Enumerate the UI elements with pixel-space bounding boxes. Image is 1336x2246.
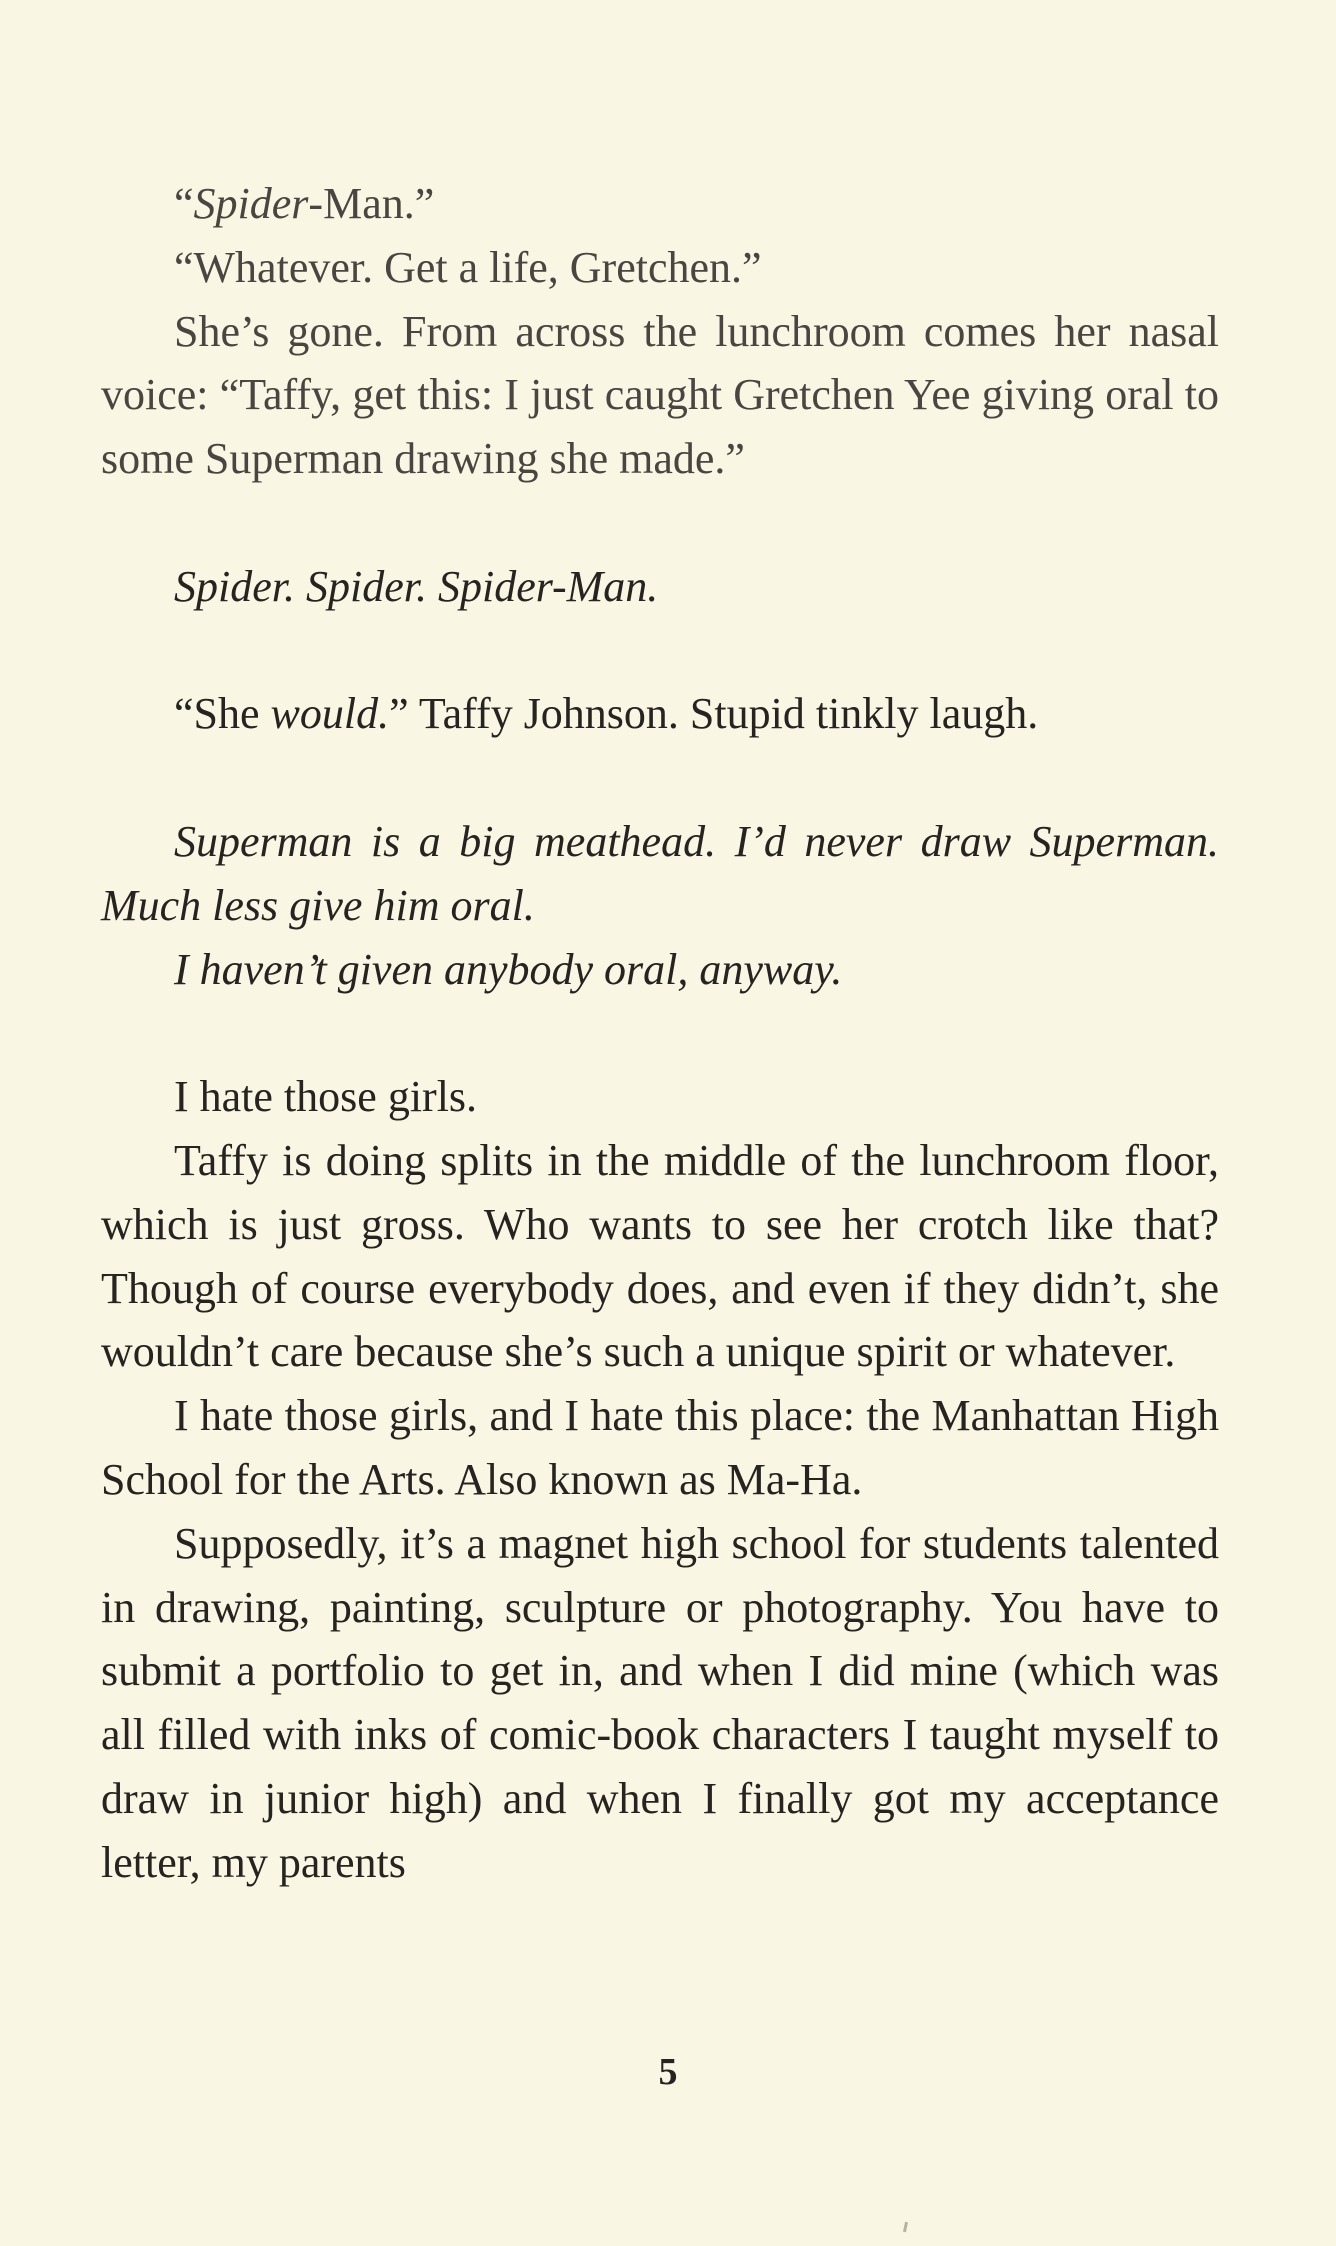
body-text [101,172,1219,1895]
italic-thought: Spider. Spider. Spider-Man. [174,561,659,611]
paragraph: “Whatever. Get a life, Gretchen.” [174,242,762,292]
page-number: 5 [658,2051,678,2093]
paper-speck [903,2222,908,2232]
italic-thought: Superman is a big meathead. I’d never draw Superman. Much less give him oral. [101,816,1219,930]
paragraph: She’s gone. From across the lunchroom comes her nasal voice: “Taffy, get this: I just caught Gretchen Yee giving oral to some Superman drawing she made.” [101,306,1219,484]
paragraph: I hate those girls. [174,1072,478,1122]
paragraph: “She would.” Taffy Johnson. Stupid tinkly laugh. [174,689,1039,739]
italic-thought: I haven’t given anybody oral, anyway. [174,944,843,994]
paragraph: Taffy is doing splits in the middle of the lunchroom floor, which is just gross. Who wants to see her crotch like that? Though of course everybody does, and even if they didn’t, she wouldn’t care because she’s such a unique spirit or whatever. [101,1135,1219,1377]
paragraph: “Spider-Man.” [174,179,435,228]
paragraph: Supposedly, it’s a magnet high school for students talented in drawing, painting, sculpture or photography. You have to submit a portfolio to get in, and when I did mine (which was all filled with inks of comic-book characters I taught myself to draw in junior high) and when I finally got my acceptance letter, my parents [101,1518,1219,1887]
paragraph: I hate those girls, and I hate this place: the Manhattan High School for the Arts. Also known as Ma-Ha. [101,1391,1219,1504]
